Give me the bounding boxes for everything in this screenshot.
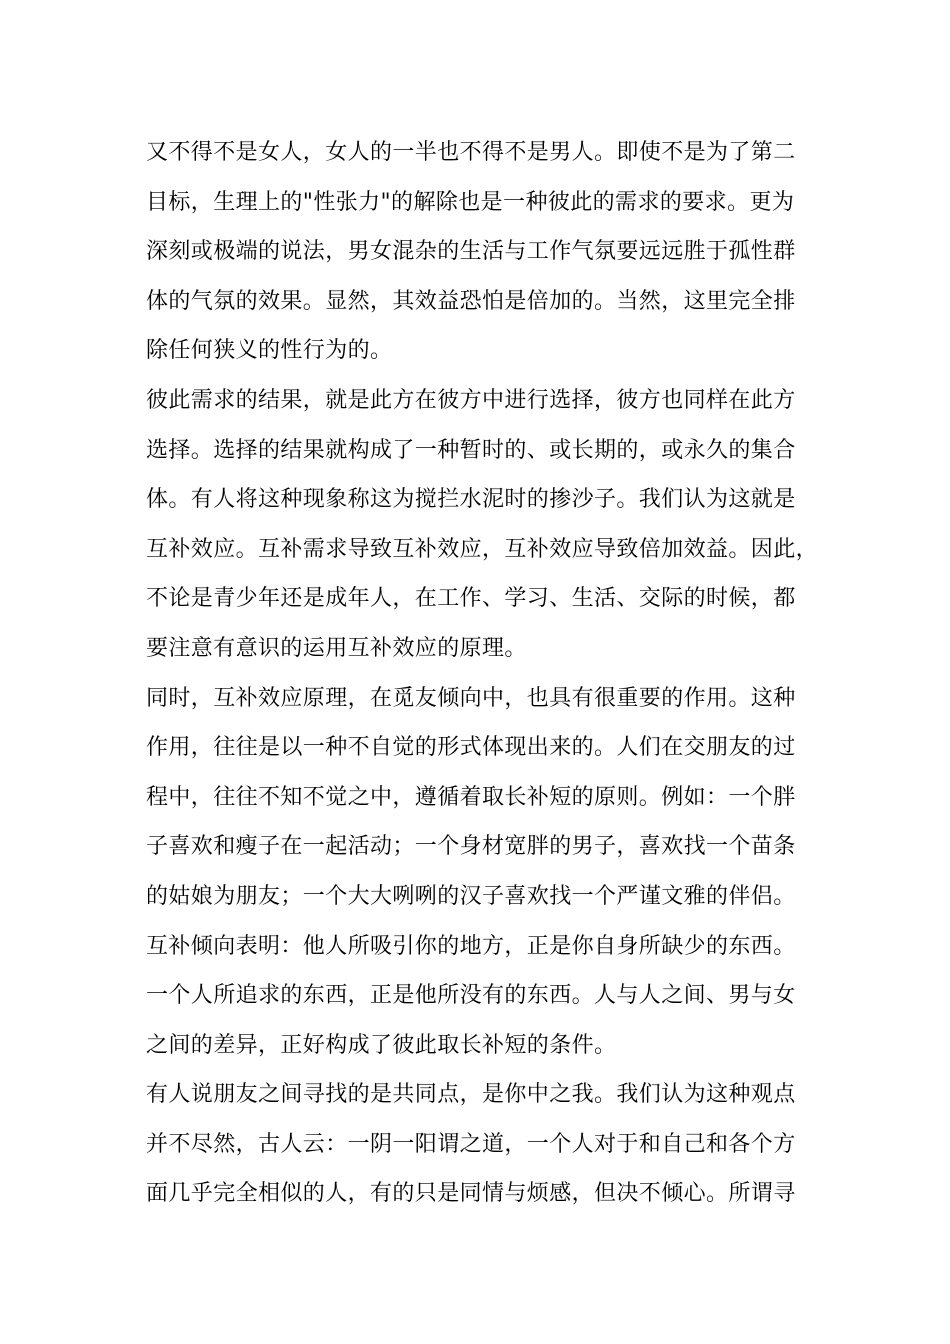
text-line: 并不尽然，古人云：一阴一阳谓之道，一个人对于和自己和各个方 bbox=[146, 1131, 796, 1157]
text-line: 选择。选择的结果就构成了一种暂时的、或长期的，或永久的集合 bbox=[146, 437, 796, 463]
text-line: 体。有人将这种现象称这为搅拦水泥时的掺沙子。我们认为这就是 bbox=[146, 487, 796, 513]
text-line: 子喜欢和瘦子在一起活动；一个身材宽胖的男子，喜欢找一个苗条 bbox=[146, 834, 796, 860]
text-line: 有人说朋友之间寻找的是共同点，是你中之我。我们认为这种观点 bbox=[146, 1082, 796, 1108]
text-line: 的姑娘为朋友；一个大大咧咧的汉子喜欢找一个严谨文雅的伴侣。 bbox=[146, 883, 796, 909]
text-line: 同时，互补效应原理，在觅友倾向中，也具有很重要的作用。这种 bbox=[146, 685, 796, 711]
paragraph-3 bbox=[146, 674, 811, 922]
text-line: 一个人所追求的东西，正是他所没有的东西。人与人之间、男与女 bbox=[146, 983, 796, 1009]
text-line: 互补效应。互补需求导致互补效应，互补效应导致倍加效益。因此， bbox=[146, 536, 819, 562]
paragraph-4 bbox=[146, 922, 811, 1071]
paragraph-1 bbox=[146, 128, 811, 376]
text-line: 目标，生理上的"性张力"的解除也是一种彼此的需求的要求。更为 bbox=[146, 189, 795, 215]
paragraph-2 bbox=[146, 376, 819, 674]
text-line: 深刻或极端的说法，男女混杂的生活与工作气氛要远远胜于孤性群 bbox=[146, 239, 796, 265]
text-line: 互补倾向表明：他人所吸引你的地方，正是你自身所缺少的东西。 bbox=[146, 933, 796, 959]
document-body bbox=[146, 128, 819, 1219]
text-line: 体的气氛的效果。显然，其效益恐怕是倍加的。当然，这里完全排 bbox=[146, 288, 796, 314]
text-line: 面几乎完全相似的人，有的只是同情与烦感，但决不倾心。所谓寻 bbox=[146, 1181, 796, 1207]
text-line: 作用，往往是以一种不自觉的形式体现出来的。人们在交朋友的过 bbox=[146, 735, 796, 761]
text-line: 除任何狭义的性行为的。 bbox=[146, 338, 393, 364]
text-line: 之间的差异，正好构成了彼此取长补短的条件。 bbox=[146, 1032, 617, 1058]
paragraph-5 bbox=[146, 1070, 811, 1219]
text-line: 程中，往往不知不觉之中，遵循着取长补短的原则。例如：一个胖 bbox=[146, 784, 796, 810]
text-line: 又不得不是女人，女人的一半也不得不是男人。即使不是为了第二 bbox=[146, 140, 796, 165]
text-line: 彼此需求的结果，就是此方在彼方中进行选择，彼方也同样在此方 bbox=[146, 387, 796, 413]
text-line: 要注意有意识的运用互补效应的原理。 bbox=[146, 635, 527, 661]
text-line: 不论是青少年还是成年人，在工作、学习、生活、交际的时候，都 bbox=[146, 586, 796, 612]
